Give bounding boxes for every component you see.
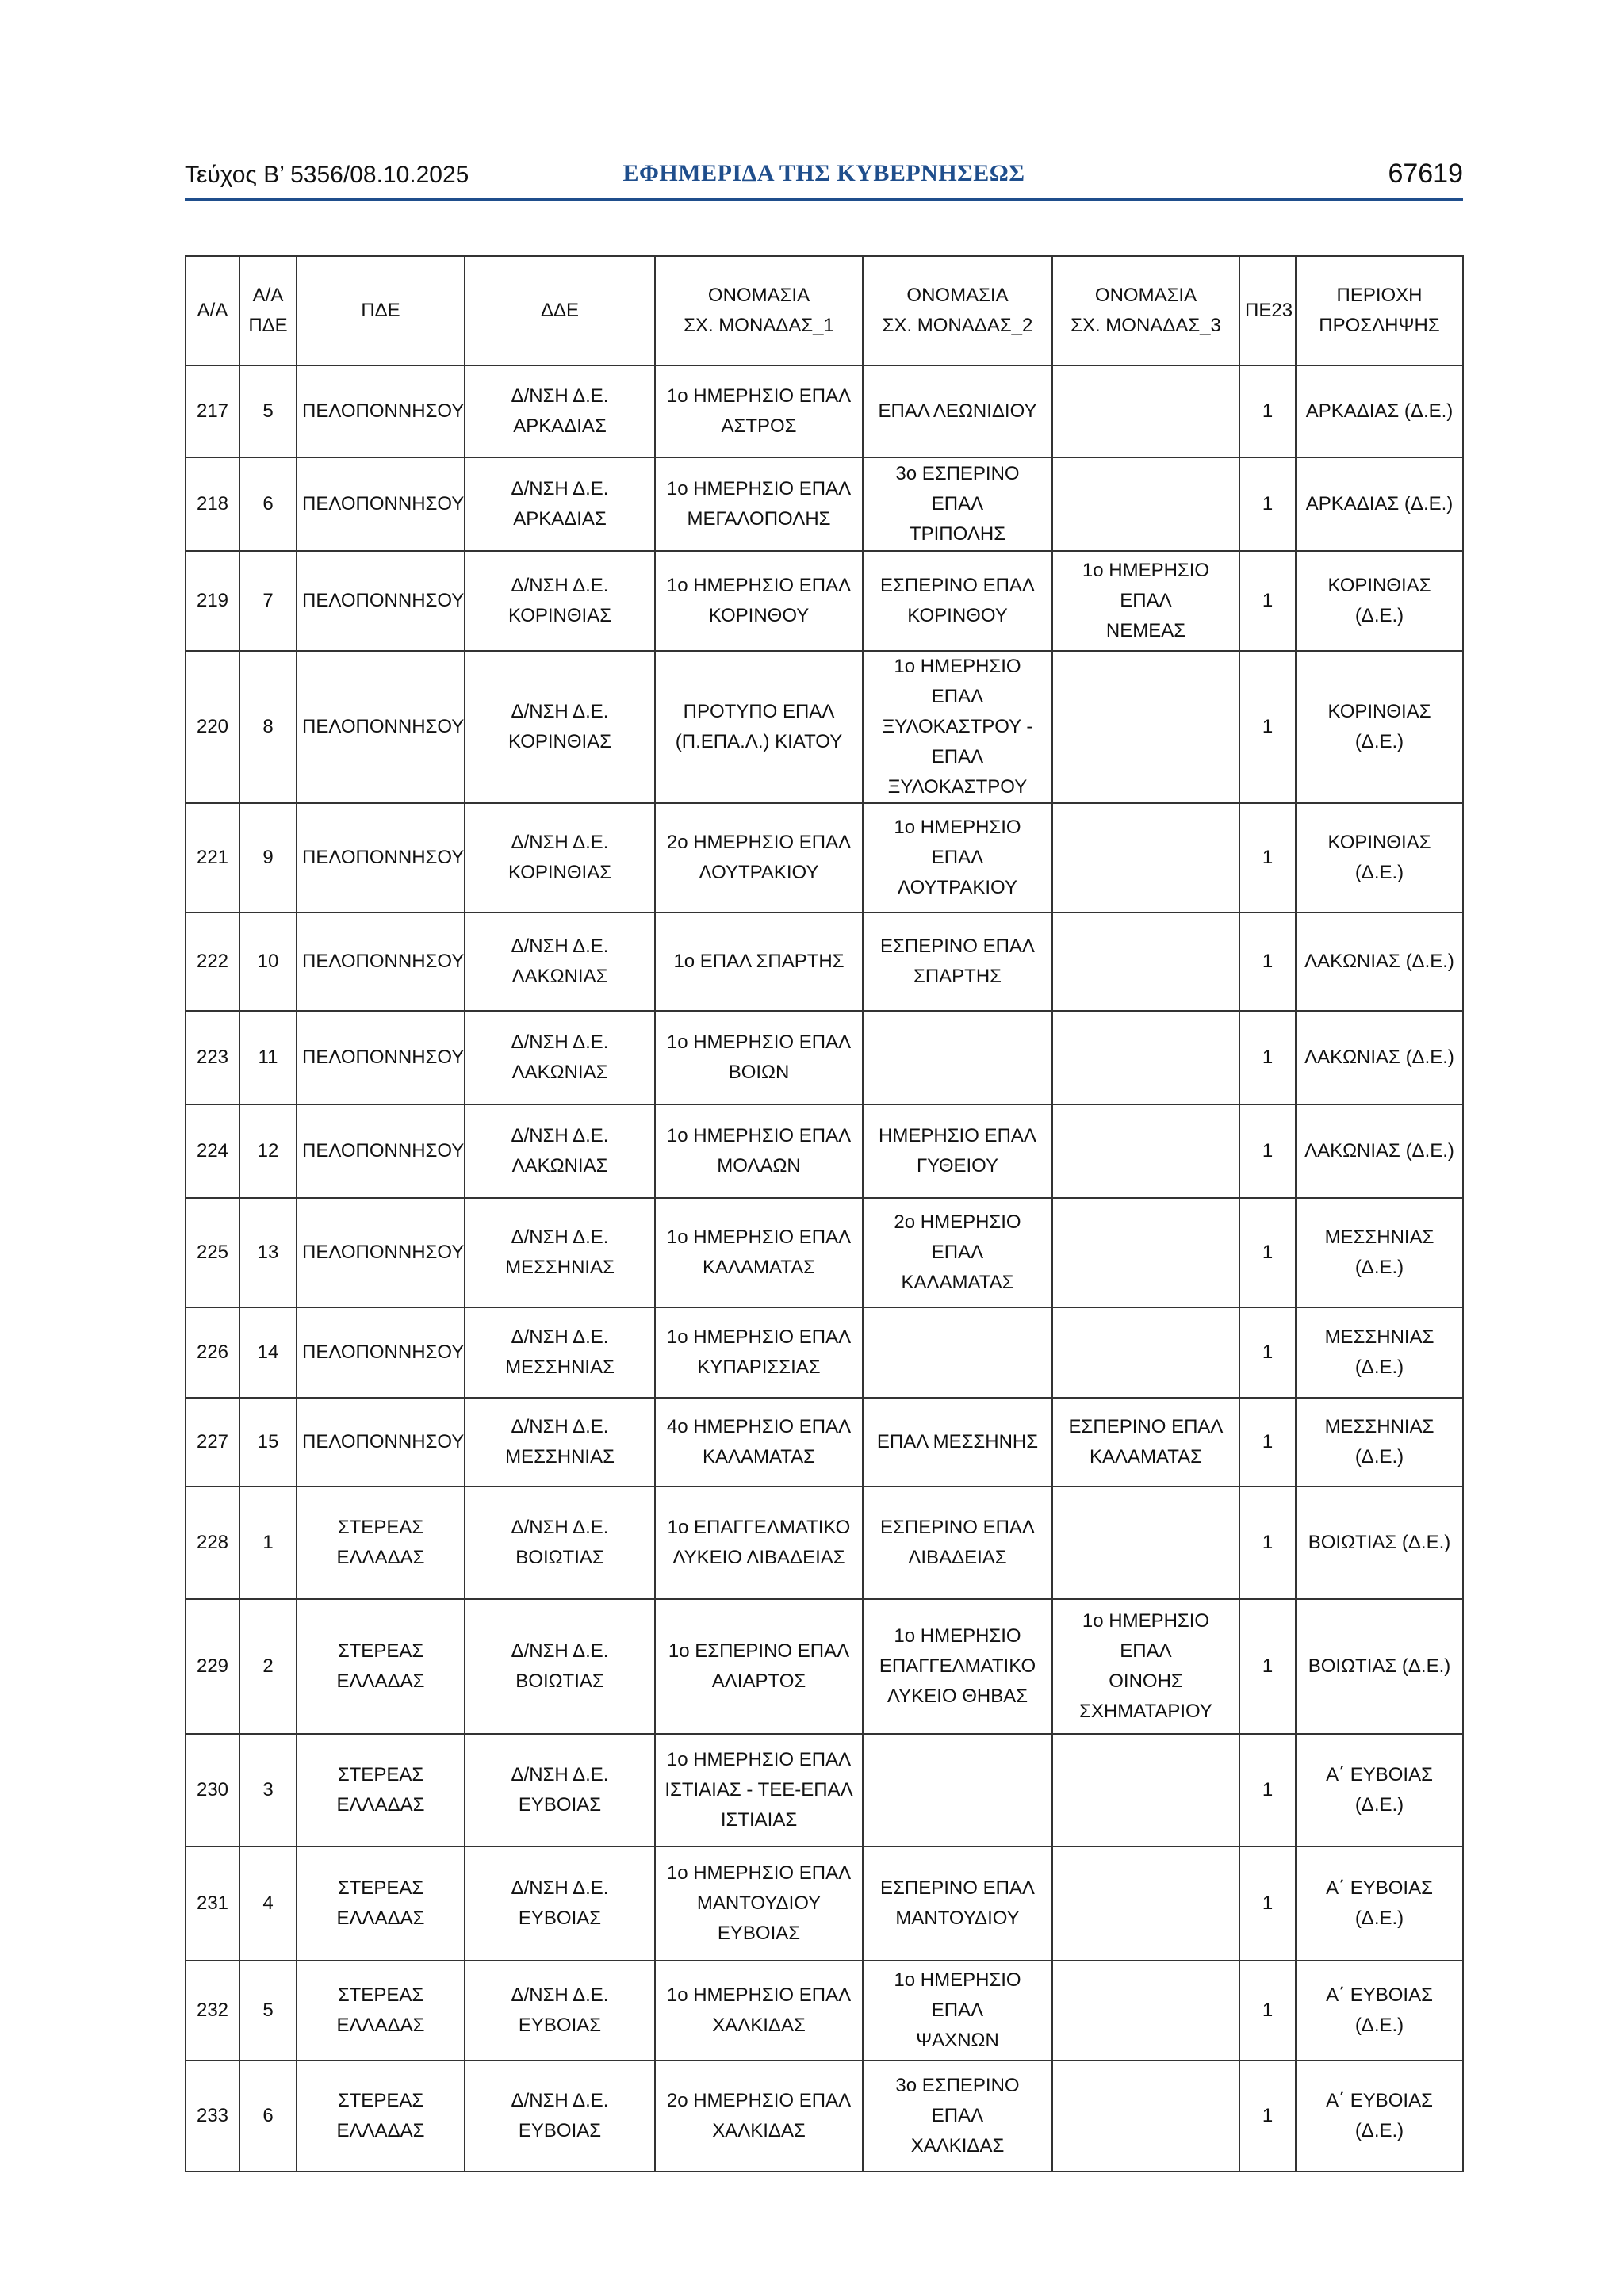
- cell-region: ΜΕΣΣΗΝΙΑΣ (Δ.Ε.): [1296, 1198, 1463, 1307]
- cell-pe23: 1: [1239, 1011, 1296, 1104]
- cell-aa-pde: 10: [239, 913, 297, 1011]
- cell-aa-pde: 13: [239, 1198, 297, 1307]
- cell-pde: ΠΕΛΟΠΟΝΝΗΣΟΥ: [297, 551, 465, 651]
- cell-pe23: 1: [1239, 1846, 1296, 1961]
- cell-school-2: ΕΣΠΕΡΙΝΟ ΕΠΑΛ ΚΟΡΙΝΘΟΥ: [863, 551, 1052, 651]
- cell-pde: ΣΤΕΡΕΑΣ ΕΛΛΑΔΑΣ: [297, 1846, 465, 1961]
- cell-region: ΛΑΚΩΝΙΑΣ (Δ.Ε.): [1296, 1104, 1463, 1198]
- cell-aa-pde: 2: [239, 1599, 297, 1734]
- cell-pde: ΣΤΕΡΕΑΣ ΕΛΛΑΔΑΣ: [297, 1961, 465, 2061]
- cell-school-2: ΕΠΑΛ ΜΕΣΣΗΝΗΣ: [863, 1398, 1052, 1487]
- cell-pde: ΣΤΕΡΕΑΣ ΕΛΛΑΔΑΣ: [297, 1599, 465, 1734]
- cell-region: ΛΑΚΩΝΙΑΣ (Δ.Ε.): [1296, 913, 1463, 1011]
- cell-aa: 229: [186, 1599, 239, 1734]
- table-row: [186, 1398, 1463, 1487]
- cell-school-3: [1052, 803, 1239, 913]
- cell-aa-pde: 3: [239, 1734, 297, 1846]
- cell-pe23: 1: [1239, 1198, 1296, 1307]
- cell-school-1: 2ο ΗΜΕΡΗΣΙΟ ΕΠΑΛ ΛΟΥΤΡΑΚΙΟΥ: [655, 803, 863, 913]
- column-header-aa-pde: Α/Α ΠΔΕ: [239, 256, 297, 365]
- cell-school-3: [1052, 913, 1239, 1011]
- cell-aa-pde: 15: [239, 1398, 297, 1487]
- cell-region: ΚΟΡΙΝΘΙΑΣ (Δ.Ε.): [1296, 551, 1463, 651]
- cell-dde: Δ/ΝΣΗ Δ.Ε. ΕΥΒΟΙΑΣ: [465, 1846, 655, 1961]
- cell-school-1: 1ο ΗΜΕΡΗΣΙΟ ΕΠΑΛ ΜΑΝΤΟΥΔΙΟΥ ΕΥΒΟΙΑΣ: [655, 1846, 863, 1961]
- cell-aa: 218: [186, 457, 239, 551]
- cell-aa: 230: [186, 1734, 239, 1846]
- cell-aa-pde: 12: [239, 1104, 297, 1198]
- cell-school-1: 1ο ΕΠΑΓΓΕΛΜΑΤΙΚΟ ΛΥΚΕΙΟ ΛΙΒΑΔΕΙΑΣ: [655, 1487, 863, 1599]
- column-header-region: ΠΕΡΙΟΧΗ ΠΡΟΣΛΗΨΗΣ: [1296, 256, 1463, 365]
- cell-school-3: [1052, 1846, 1239, 1961]
- table-row: [186, 1599, 1463, 1734]
- cell-pde: ΣΤΕΡΕΑΣ ΕΛΛΑΔΑΣ: [297, 1487, 465, 1599]
- table-header-row: [186, 256, 1463, 365]
- cell-school-1: 1ο ΕΠΑΛ ΣΠΑΡΤΗΣ: [655, 913, 863, 1011]
- table-row: [186, 457, 1463, 551]
- cell-school-2: 1ο ΗΜΕΡΗΣΙΟ ΕΠΑΓΓΕΛΜΑΤΙΚΟ ΛΥΚΕΙΟ ΘΗΒΑΣ: [863, 1599, 1052, 1734]
- cell-aa-pde: 7: [239, 551, 297, 651]
- cell-school-3: [1052, 457, 1239, 551]
- cell-school-3: [1052, 1487, 1239, 1599]
- cell-school-2: ΕΠΑΛ ΛΕΩΝΙΔΙΟΥ: [863, 365, 1052, 457]
- cell-school-2: ΕΣΠΕΡΙΝΟ ΕΠΑΛ ΛΙΒΑΔΕΙΑΣ: [863, 1487, 1052, 1599]
- cell-dde: Δ/ΝΣΗ Δ.Ε. ΒΟΙΩΤΙΑΣ: [465, 1487, 655, 1599]
- cell-dde: Δ/ΝΣΗ Δ.Ε. ΛΑΚΩΝΙΑΣ: [465, 1104, 655, 1198]
- cell-school-2: 3ο ΕΣΠΕΡΙΝΟ ΕΠΑΛ ΧΑΛΚΙΔΑΣ: [863, 2061, 1052, 2172]
- cell-dde: Δ/ΝΣΗ Δ.Ε. ΑΡΚΑΔΙΑΣ: [465, 457, 655, 551]
- cell-aa: 227: [186, 1398, 239, 1487]
- cell-school-3: [1052, 1734, 1239, 1846]
- column-header-pde: ΠΔΕ: [297, 256, 465, 365]
- cell-aa-pde: 6: [239, 2061, 297, 2172]
- cell-region: Α΄ ΕΥΒΟΙΑΣ (Δ.Ε.): [1296, 1734, 1463, 1846]
- cell-pde: ΠΕΛΟΠΟΝΝΗΣΟΥ: [297, 1104, 465, 1198]
- header-rule: [185, 198, 1463, 201]
- page-header: [185, 155, 1463, 200]
- cell-region: ΛΑΚΩΝΙΑΣ (Δ.Ε.): [1296, 1011, 1463, 1104]
- cell-pe23: 1: [1239, 1487, 1296, 1599]
- cell-pe23: 1: [1239, 365, 1296, 457]
- cell-pe23: 1: [1239, 1307, 1296, 1398]
- table-row: [186, 551, 1463, 651]
- cell-pe23: 1: [1239, 913, 1296, 1011]
- column-header-dde: ΔΔΕ: [465, 256, 655, 365]
- column-header-school-2: ΟΝΟΜΑΣΙΑ ΣΧ. ΜΟΝΑΔΑΣ_2: [863, 256, 1052, 365]
- cell-pe23: 1: [1239, 2061, 1296, 2172]
- cell-school-1: 2ο ΗΜΕΡΗΣΙΟ ΕΠΑΛ ΧΑΛΚΙΔΑΣ: [655, 2061, 863, 2172]
- cell-region: Α΄ ΕΥΒΟΙΑΣ (Δ.Ε.): [1296, 2061, 1463, 2172]
- cell-school-3: [1052, 1104, 1239, 1198]
- cell-aa-pde: 9: [239, 803, 297, 913]
- cell-pde: ΠΕΛΟΠΟΝΝΗΣΟΥ: [297, 1307, 465, 1398]
- cell-school-1: ΠΡΟΤΥΠΟ ΕΠΑΛ (Π.ΕΠΑ.Λ.) ΚΙΑΤΟΥ: [655, 651, 863, 803]
- cell-school-1: 1ο ΗΜΕΡΗΣΙΟ ΕΠΑΛ ΚΟΡΙΝΘΟΥ: [655, 551, 863, 651]
- cell-pe23: 1: [1239, 1734, 1296, 1846]
- cell-region: ΚΟΡΙΝΘΙΑΣ (Δ.Ε.): [1296, 803, 1463, 913]
- cell-aa: 219: [186, 551, 239, 651]
- cell-aa: 232: [186, 1961, 239, 2061]
- cell-dde: Δ/ΝΣΗ Δ.Ε. ΕΥΒΟΙΑΣ: [465, 1734, 655, 1846]
- cell-region: ΜΕΣΣΗΝΙΑΣ (Δ.Ε.): [1296, 1398, 1463, 1487]
- cell-pde: ΠΕΛΟΠΟΝΝΗΣΟΥ: [297, 913, 465, 1011]
- cell-school-1: 1ο ΗΜΕΡΗΣΙΟ ΕΠΑΛ ΒΟΙΩΝ: [655, 1011, 863, 1104]
- table-body: [186, 365, 1463, 2172]
- cell-school-1: 1ο ΗΜΕΡΗΣΙΟ ΕΠΑΛ ΑΣΤΡΟΣ: [655, 365, 863, 457]
- cell-pde: ΠΕΛΟΠΟΝΝΗΣΟΥ: [297, 1011, 465, 1104]
- cell-aa-pde: 4: [239, 1846, 297, 1961]
- cell-school-3: [1052, 1307, 1239, 1398]
- cell-pde: ΠΕΛΟΠΟΝΝΗΣΟΥ: [297, 803, 465, 913]
- cell-pde: ΣΤΕΡΕΑΣ ΕΛΛΑΔΑΣ: [297, 1734, 465, 1846]
- cell-aa: 220: [186, 651, 239, 803]
- cell-aa: 225: [186, 1198, 239, 1307]
- table-row: [186, 2061, 1463, 2172]
- cell-pe23: 1: [1239, 1961, 1296, 2061]
- cell-pde: ΠΕΛΟΠΟΝΝΗΣΟΥ: [297, 1398, 465, 1487]
- cell-dde: Δ/ΝΣΗ Δ.Ε. ΕΥΒΟΙΑΣ: [465, 2061, 655, 2172]
- table-row: [186, 1961, 1463, 2061]
- cell-region: ΜΕΣΣΗΝΙΑΣ (Δ.Ε.): [1296, 1307, 1463, 1398]
- table-row: [186, 651, 1463, 803]
- cell-dde: Δ/ΝΣΗ Δ.Ε. ΑΡΚΑΔΙΑΣ: [465, 365, 655, 457]
- cell-aa: 228: [186, 1487, 239, 1599]
- cell-dde: Δ/ΝΣΗ Δ.Ε. ΛΑΚΩΝΙΑΣ: [465, 913, 655, 1011]
- table-row: [186, 1846, 1463, 1961]
- cell-dde: Δ/ΝΣΗ Δ.Ε. ΚΟΡΙΝΘΙΑΣ: [465, 803, 655, 913]
- cell-aa: 222: [186, 913, 239, 1011]
- cell-pe23: 1: [1239, 651, 1296, 803]
- table-row: [186, 803, 1463, 913]
- cell-school-3: [1052, 1961, 1239, 2061]
- cell-dde: Δ/ΝΣΗ Δ.Ε. ΛΑΚΩΝΙΑΣ: [465, 1011, 655, 1104]
- cell-region: ΚΟΡΙΝΘΙΑΣ (Δ.Ε.): [1296, 651, 1463, 803]
- cell-school-1: 1ο ΗΜΕΡΗΣΙΟ ΕΠΑΛ ΙΣΤΙΑΙΑΣ - ΤΕΕ-ΕΠΑΛ ΙΣΤΙΑΙΑΣ: [655, 1734, 863, 1846]
- column-header-pe23: ΠΕ23: [1239, 256, 1296, 365]
- gazette-title: ΕΦΗΜΕΡΙΔΑ ΤΗΣ ΚΥΒΕΡΝΗΣΕΩΣ: [622, 160, 1025, 186]
- cell-pe23: 1: [1239, 1104, 1296, 1198]
- column-header-school-1: ΟΝΟΜΑΣΙΑ ΣΧ. ΜΟΝΑΔΑΣ_1: [655, 256, 863, 365]
- cell-pde: ΠΕΛΟΠΟΝΝΗΣΟΥ: [297, 365, 465, 457]
- cell-aa-pde: 1: [239, 1487, 297, 1599]
- cell-aa: 224: [186, 1104, 239, 1198]
- cell-dde: Δ/ΝΣΗ Δ.Ε. ΕΥΒΟΙΑΣ: [465, 1961, 655, 2061]
- cell-school-2: 3ο ΕΣΠΕΡΙΝΟ ΕΠΑΛ ΤΡΙΠΟΛΗΣ: [863, 457, 1052, 551]
- cell-dde: Δ/ΝΣΗ Δ.Ε. ΚΟΡΙΝΘΙΑΣ: [465, 551, 655, 651]
- cell-dde: Δ/ΝΣΗ Δ.Ε. ΚΟΡΙΝΘΙΑΣ: [465, 651, 655, 803]
- cell-school-1: 4ο ΗΜΕΡΗΣΙΟ ΕΠΑΛ ΚΑΛΑΜΑΤΑΣ: [655, 1398, 863, 1487]
- cell-school-2: [863, 1011, 1052, 1104]
- table-row: [186, 1011, 1463, 1104]
- cell-aa-pde: 5: [239, 365, 297, 457]
- cell-school-1: 1ο ΗΜΕΡΗΣΙΟ ΕΠΑΛ ΧΑΛΚΙΔΑΣ: [655, 1961, 863, 2061]
- cell-school-3: 1ο ΗΜΕΡΗΣΙΟ ΕΠΑΛ ΝΕΜΕΑΣ: [1052, 551, 1239, 651]
- table-row: [186, 365, 1463, 457]
- cell-school-3: [1052, 2061, 1239, 2172]
- issue-reference: Τεύχος Β’ 5356/08.10.2025: [185, 162, 469, 188]
- cell-school-2: 1ο ΗΜΕΡΗΣΙΟ ΕΠΑΛ ΞΥΛΟΚΑΣΤΡΟΥ - ΕΠΑΛ ΞΥΛΟΚΑΣΤΡΟΥ: [863, 651, 1052, 803]
- cell-aa: 233: [186, 2061, 239, 2172]
- cell-school-2: 1ο ΗΜΕΡΗΣΙΟ ΕΠΑΛ ΨΑΧΝΩΝ: [863, 1961, 1052, 2061]
- cell-aa-pde: 6: [239, 457, 297, 551]
- cell-dde: Δ/ΝΣΗ Δ.Ε. ΜΕΣΣΗΝΙΑΣ: [465, 1307, 655, 1398]
- table-row: [186, 1487, 1463, 1599]
- page-number: 67619: [1388, 159, 1463, 189]
- cell-school-2: ΕΣΠΕΡΙΝΟ ΕΠΑΛ ΣΠΑΡΤΗΣ: [863, 913, 1052, 1011]
- cell-region: ΑΡΚΑΔΙΑΣ (Δ.Ε.): [1296, 457, 1463, 551]
- table-row: [186, 1104, 1463, 1198]
- cell-pde: ΠΕΛΟΠΟΝΝΗΣΟΥ: [297, 457, 465, 551]
- cell-school-2: ΗΜΕΡΗΣΙΟ ΕΠΑΛ ΓΥΘΕΙΟΥ: [863, 1104, 1052, 1198]
- cell-school-3: [1052, 651, 1239, 803]
- cell-school-1: 1ο ΗΜΕΡΗΣΙΟ ΕΠΑΛ ΜΕΓΑΛΟΠΟΛΗΣ: [655, 457, 863, 551]
- table-row: [186, 1307, 1463, 1398]
- schools-table: [185, 255, 1464, 2172]
- cell-aa-pde: 8: [239, 651, 297, 803]
- cell-school-2: ΕΣΠΕΡΙΝΟ ΕΠΑΛ ΜΑΝΤΟΥΔΙΟΥ: [863, 1846, 1052, 1961]
- column-header-aa: Α/Α: [186, 256, 239, 365]
- cell-region: Α΄ ΕΥΒΟΙΑΣ (Δ.Ε.): [1296, 1846, 1463, 1961]
- cell-dde: Δ/ΝΣΗ Δ.Ε. ΜΕΣΣΗΝΙΑΣ: [465, 1398, 655, 1487]
- cell-pde: ΠΕΛΟΠΟΝΝΗΣΟΥ: [297, 651, 465, 803]
- cell-school-3: ΕΣΠΕΡΙΝΟ ΕΠΑΛ ΚΑΛΑΜΑΤΑΣ: [1052, 1398, 1239, 1487]
- cell-dde: Δ/ΝΣΗ Δ.Ε. ΜΕΣΣΗΝΙΑΣ: [465, 1198, 655, 1307]
- cell-pe23: 1: [1239, 457, 1296, 551]
- table-row: [186, 1198, 1463, 1307]
- cell-school-1: 1ο ΗΜΕΡΗΣΙΟ ΕΠΑΛ ΚΑΛΑΜΑΤΑΣ: [655, 1198, 863, 1307]
- cell-aa: 231: [186, 1846, 239, 1961]
- cell-pe23: 1: [1239, 1398, 1296, 1487]
- cell-region: ΒΟΙΩΤΙΑΣ (Δ.Ε.): [1296, 1599, 1463, 1734]
- cell-region: ΒΟΙΩΤΙΑΣ (Δ.Ε.): [1296, 1487, 1463, 1599]
- cell-school-2: 1ο ΗΜΕΡΗΣΙΟ ΕΠΑΛ ΛΟΥΤΡΑΚΙΟΥ: [863, 803, 1052, 913]
- cell-school-3: 1ο ΗΜΕΡΗΣΙΟ ΕΠΑΛ ΟΙΝΟΗΣ ΣΧΗΜΑΤΑΡΙΟΥ: [1052, 1599, 1239, 1734]
- cell-school-3: [1052, 1011, 1239, 1104]
- cell-region: ΑΡΚΑΔΙΑΣ (Δ.Ε.): [1296, 365, 1463, 457]
- cell-school-2: [863, 1307, 1052, 1398]
- cell-pde: ΠΕΛΟΠΟΝΝΗΣΟΥ: [297, 1198, 465, 1307]
- cell-aa-pde: 5: [239, 1961, 297, 2061]
- cell-aa: 223: [186, 1011, 239, 1104]
- table-row: [186, 913, 1463, 1011]
- cell-pe23: 1: [1239, 803, 1296, 913]
- cell-school-1: 1ο ΕΣΠΕΡΙΝΟ ΕΠΑΛ ΑΛΙΑΡΤΟΣ: [655, 1599, 863, 1734]
- cell-aa-pde: 14: [239, 1307, 297, 1398]
- cell-school-2: [863, 1734, 1052, 1846]
- table-row: [186, 1734, 1463, 1846]
- cell-school-1: 1ο ΗΜΕΡΗΣΙΟ ΕΠΑΛ ΜΟΛΑΩΝ: [655, 1104, 863, 1198]
- cell-dde: Δ/ΝΣΗ Δ.Ε. ΒΟΙΩΤΙΑΣ: [465, 1599, 655, 1734]
- cell-aa: 226: [186, 1307, 239, 1398]
- cell-school-3: [1052, 1198, 1239, 1307]
- cell-aa: 217: [186, 365, 239, 457]
- cell-aa: 221: [186, 803, 239, 913]
- cell-school-3: [1052, 365, 1239, 457]
- cell-school-1: 1ο ΗΜΕΡΗΣΙΟ ΕΠΑΛ ΚΥΠΑΡΙΣΣΙΑΣ: [655, 1307, 863, 1398]
- cell-pe23: 1: [1239, 1599, 1296, 1734]
- cell-pe23: 1: [1239, 551, 1296, 651]
- cell-pde: ΣΤΕΡΕΑΣ ΕΛΛΑΔΑΣ: [297, 2061, 465, 2172]
- column-header-school-3: ΟΝΟΜΑΣΙΑ ΣΧ. ΜΟΝΑΔΑΣ_3: [1052, 256, 1239, 365]
- cell-region: Α΄ ΕΥΒΟΙΑΣ (Δ.Ε.): [1296, 1961, 1463, 2061]
- cell-aa-pde: 11: [239, 1011, 297, 1104]
- cell-school-2: 2ο ΗΜΕΡΗΣΙΟ ΕΠΑΛ ΚΑΛΑΜΑΤΑΣ: [863, 1198, 1052, 1307]
